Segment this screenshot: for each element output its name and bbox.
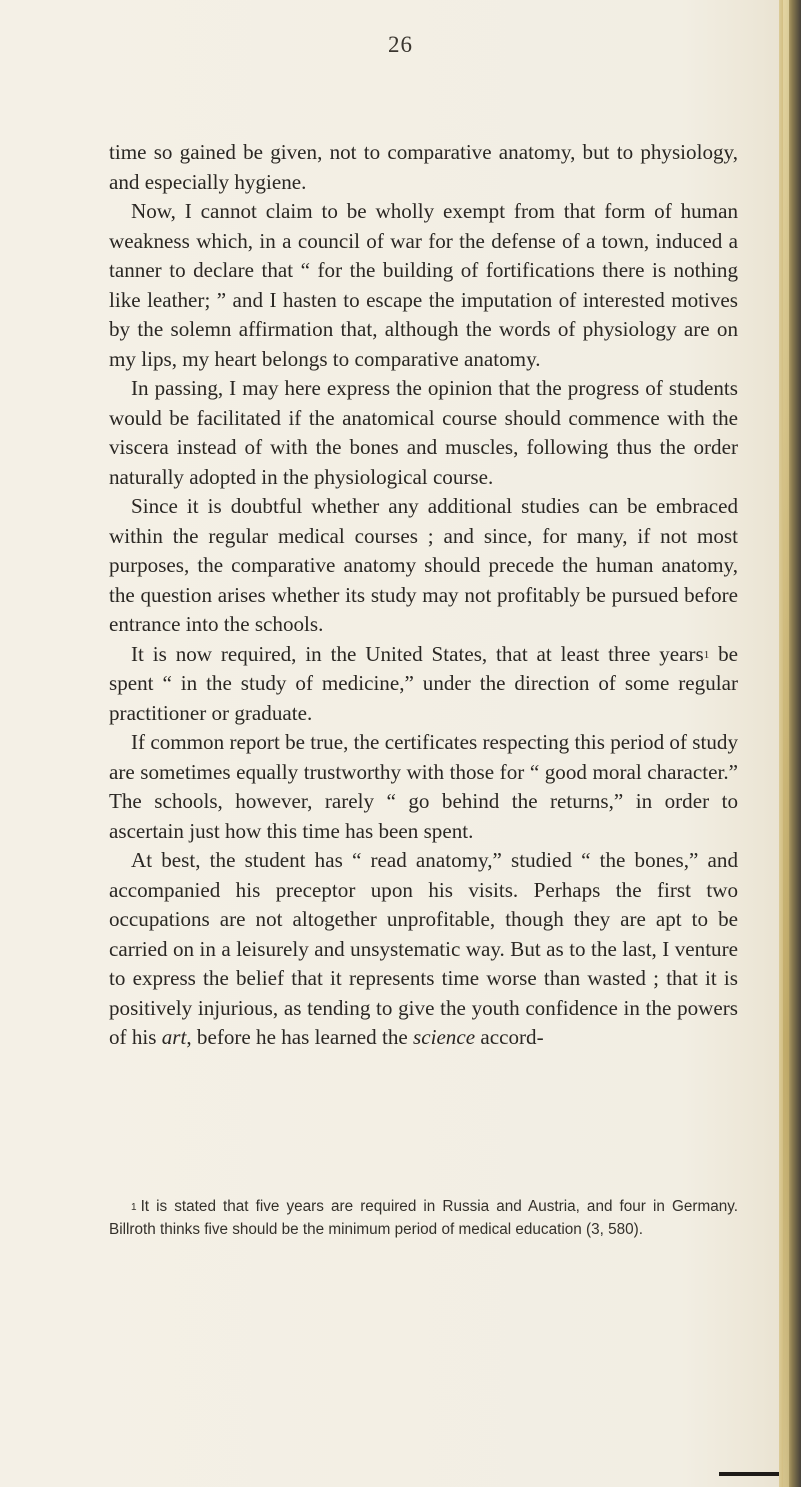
body-text <box>109 138 738 1053</box>
page-number: 26 <box>388 32 413 57</box>
paragraph-5 <box>109 640 738 729</box>
footnote-reference: 1 <box>703 648 710 661</box>
paragraph-1: time so gained be given, not to comparative anatomy, but to physiology, and especially hygiene. <box>109 140 738 194</box>
paragraph-3: In passing, I may here express the opinion that the progress of students would be facilitated if the anatomical course should commence with the viscera instead of with the bones and muscles, following thus the order naturally adopted in the physiological course. <box>109 376 738 489</box>
paragraph-7-text-b: , before he has learned the <box>186 1025 414 1049</box>
paragraph-4: Since it is doubtful whether any additional studies can be embraced within the regular medical courses ; and since, for many, if not most purposes, the comparative anatomy should precede the human anatomy, the question arises whether its study may not profitably be pursued before entrance into the schools. <box>109 494 738 636</box>
emphasis-art: art <box>161 1025 187 1049</box>
footnote-marker: 1 <box>131 1202 137 1213</box>
paragraph-7-text-a: At best, the student has “ read anatomy,” studied “ the bones,” and accompanied his preceptor upon his visits. Perhaps the first two occupations are not altogether unprofitable, though they are apt to be carried on in a leisurely and unsystematic way. But as to the last, I venture to express the belief that it represents time worse than wasted ; that it is positively injurious, as tending to give the youth confidence in the powers of his <box>109 848 738 1049</box>
paragraph-7-text-c: accord- <box>475 1025 544 1049</box>
paragraph-6: If common report be true, the certificates respecting this period of study are sometimes equally trustworthy with those for “ good moral character.” The schools, however, rarely “ go behind the returns,” in order to ascertain just how this time has been spent. <box>109 730 738 843</box>
footnote-text: It is stated that five years are required in Russia and Austria, and four in Germany. Billroth thinks five should be the minimum period of medical education (3, 580). <box>109 1198 738 1238</box>
page-edge-mark <box>719 1472 779 1476</box>
paragraph-5-text-a: It is now required, in the United States, that at least three years <box>131 641 704 666</box>
paragraph-2: Now, I cannot claim to be wholly exempt from that form of human weakness which, in a council of war for the defense of a town, induced a tanner to declare that “ for the building of fortifications there is nothing like leather; ” and I hasten to escape the imputation of interested motives by the solemn affirmation that, although the words of physiology are on my lips, my heart belongs to comparative anatomy. <box>109 199 738 371</box>
paragraph-5-text-b: be spent “ in the study of medicine,” under the direction of some regular practitioner or graduate. <box>109 641 739 725</box>
paragraph-7 <box>109 846 738 1053</box>
book-binding-edge <box>779 0 801 1487</box>
emphasis-science: science <box>413 1025 476 1049</box>
footnote <box>109 1196 738 1241</box>
